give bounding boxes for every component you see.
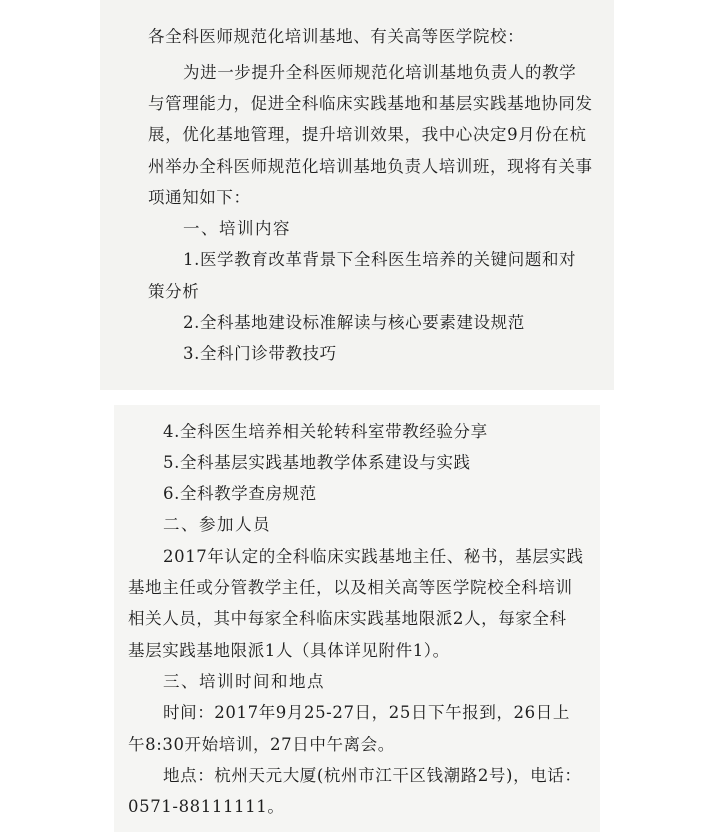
- place-line: 0571-88111111。: [128, 797, 285, 816]
- intro-line: 为进一步提升全科医师规范化培训基地负责人的教学: [183, 63, 577, 82]
- content-item: 策分析: [148, 282, 200, 301]
- content-item: 6.全科教学查房规范: [163, 484, 317, 503]
- heading-participants: 二、参加人员: [163, 515, 271, 534]
- content-item: 3.全科门诊带教技巧: [183, 344, 337, 363]
- salutation: 各全科医师规范化培训基地、有关高等医学院校：: [148, 27, 525, 46]
- participants-line: 2017年认定的全科临床实践基地主任、秘书，基层实践: [163, 547, 584, 566]
- time-line: 午8:30开始培训，27日中午离会。: [128, 735, 395, 754]
- intro-line: 项通知如下：: [148, 188, 251, 207]
- heading-time-place: 三、培训时间和地点: [163, 672, 325, 691]
- intro-line: 展，优化基地管理，提升培训效果，我中心决定9月份在杭: [148, 125, 587, 144]
- participants-line: 基地主任或分管教学主任，以及相关高等医学院校全科培训: [128, 578, 573, 597]
- content-item: 1.医学教育改革背景下全科医生培养的关键问题和对: [183, 250, 577, 269]
- heading-training-content: 一、培训内容: [183, 219, 291, 238]
- participants-line: 基层实践基地限派1人（具体详见附件1）。: [128, 641, 450, 660]
- time-line: 时间：2017年9月25-27日，25日下午报到，26日上: [163, 703, 570, 722]
- content-item: 5.全科基层实践基地教学体系建设与实践: [163, 453, 471, 472]
- content-item: 4.全科医生培养相关轮转科室带教经验分享: [163, 422, 488, 441]
- place-line: 地点：杭州天元大厦(杭州市江干区钱潮路2号)，电话：: [163, 766, 582, 785]
- participants-line: 相关人员，其中每家全科临床实践基地限派2人，每家全科: [128, 609, 567, 628]
- intro-line: 州举办全科医师规范化培训基地负责人培训班，现将有关事: [148, 157, 593, 176]
- content-item: 2.全科基地建设标准解读与核心要素建设规范: [183, 313, 525, 332]
- intro-line: 与管理能力，促进全科临床实践基地和基层实践基地协同发: [148, 94, 593, 113]
